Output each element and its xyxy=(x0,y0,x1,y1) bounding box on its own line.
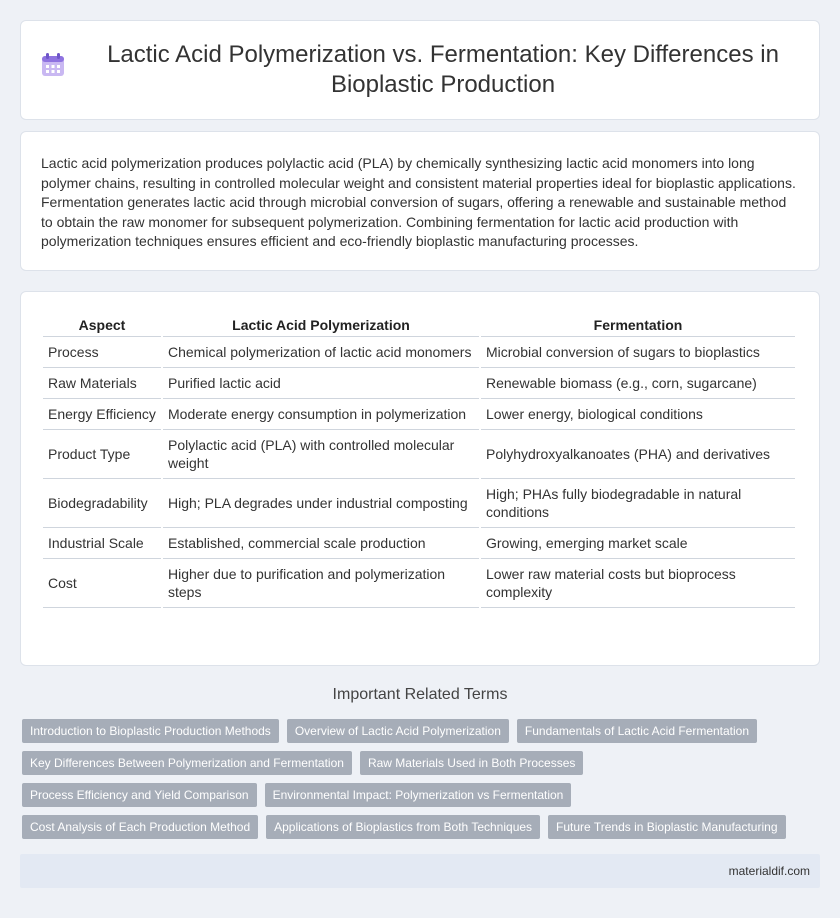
related-term-tag[interactable]: Fundamentals of Lactic Acid Fermentation xyxy=(517,719,757,743)
title-wrap xyxy=(40,40,800,100)
header-polymerization: Lactic Acid Polymerization xyxy=(163,312,479,337)
cell-aspect: Cost xyxy=(43,559,161,608)
cell-polymerization: Chemical polymerization of lactic acid monomers xyxy=(163,337,479,368)
table-header-row xyxy=(43,312,795,337)
title-card xyxy=(20,20,820,120)
table-row xyxy=(43,399,795,430)
cell-fermentation: Lower raw material costs but bioprocess complexity xyxy=(481,559,795,608)
cell-fermentation: Growing, emerging market scale xyxy=(481,528,795,559)
calendar-icon xyxy=(40,52,66,78)
table-row xyxy=(43,337,795,368)
cell-aspect: Biodegradability xyxy=(43,479,161,528)
related-term-tag[interactable]: Raw Materials Used in Both Processes xyxy=(360,751,583,775)
related-term-tag[interactable]: Future Trends in Bioplastic Manufacturing xyxy=(548,815,785,839)
cell-polymerization: High; PLA degrades under industrial composting xyxy=(163,479,479,528)
table-row xyxy=(43,479,795,528)
table-row xyxy=(43,559,795,608)
cell-fermentation: Lower energy, biological conditions xyxy=(481,399,795,430)
related-terms-list xyxy=(22,719,822,847)
footer xyxy=(20,854,820,888)
cell-polymerization: Established, commercial scale production xyxy=(163,528,479,559)
cell-polymerization: Purified lactic acid xyxy=(163,368,479,399)
comparison-table-card xyxy=(20,291,820,666)
related-term-tag[interactable]: Key Differences Between Polymerization and Fermentation xyxy=(22,751,352,775)
cell-polymerization: Higher due to purification and polymerization steps xyxy=(163,559,479,608)
header-aspect: Aspect xyxy=(43,312,161,337)
cell-aspect: Process xyxy=(43,337,161,368)
cell-aspect: Energy Efficiency xyxy=(43,399,161,430)
related-term-tag[interactable]: Environmental Impact: Polymerization vs Fermentation xyxy=(265,783,572,807)
footer-site-link[interactable]: materialdif.com xyxy=(728,864,810,878)
cell-fermentation: Polyhydroxyalkanoates (PHA) and derivatives xyxy=(481,430,795,479)
related-terms-heading: Important Related Terms xyxy=(332,686,508,703)
cell-fermentation: High; PHAs fully biodegradable in natural conditions xyxy=(481,479,795,528)
intro-card xyxy=(20,131,820,271)
intro-paragraph: Lactic acid polymerization produces polylactic acid (PLA) by chemically synthesizing lactic acid monomers into long polymer chains, resulting in controlled molecular weight and consistent material properties ideal for bioplastic applications. Fermentation generates lactic acid through microbial conversion of sugars, offering a renewable and sustainable method to obtain the raw monomer for subsequent polymerization. Combining fermentation for lactic acid production with polymerization techniques ensures efficient and eco-friendly bioplastic manufacturing processes. xyxy=(41,155,796,250)
related-term-tag[interactable]: Cost Analysis of Each Production Method xyxy=(22,815,258,839)
cell-aspect: Raw Materials xyxy=(43,368,161,399)
comparison-table xyxy=(41,312,797,608)
table-row xyxy=(43,528,795,559)
cell-polymerization: Polylactic acid (PLA) with controlled molecular weight xyxy=(163,430,479,479)
table-row xyxy=(43,368,795,399)
page-title: Lactic Acid Polymerization vs. Fermentation: Key Differences in Bioplastic Production xyxy=(107,41,779,98)
cell-fermentation: Microbial conversion of sugars to bioplastics xyxy=(481,337,795,368)
cell-fermentation: Renewable biomass (e.g., corn, sugarcane) xyxy=(481,368,795,399)
related-term-tag[interactable]: Overview of Lactic Acid Polymerization xyxy=(287,719,509,743)
cell-polymerization: Moderate energy consumption in polymerization xyxy=(163,399,479,430)
cell-aspect: Product Type xyxy=(43,430,161,479)
table-row xyxy=(43,430,795,479)
related-term-tag[interactable]: Process Efficiency and Yield Comparison xyxy=(22,783,257,807)
cell-aspect: Industrial Scale xyxy=(43,528,161,559)
header-fermentation: Fermentation xyxy=(481,312,795,337)
related-term-tag[interactable]: Applications of Bioplastics from Both Techniques xyxy=(266,815,540,839)
related-term-tag[interactable]: Introduction to Bioplastic Production Methods xyxy=(22,719,279,743)
